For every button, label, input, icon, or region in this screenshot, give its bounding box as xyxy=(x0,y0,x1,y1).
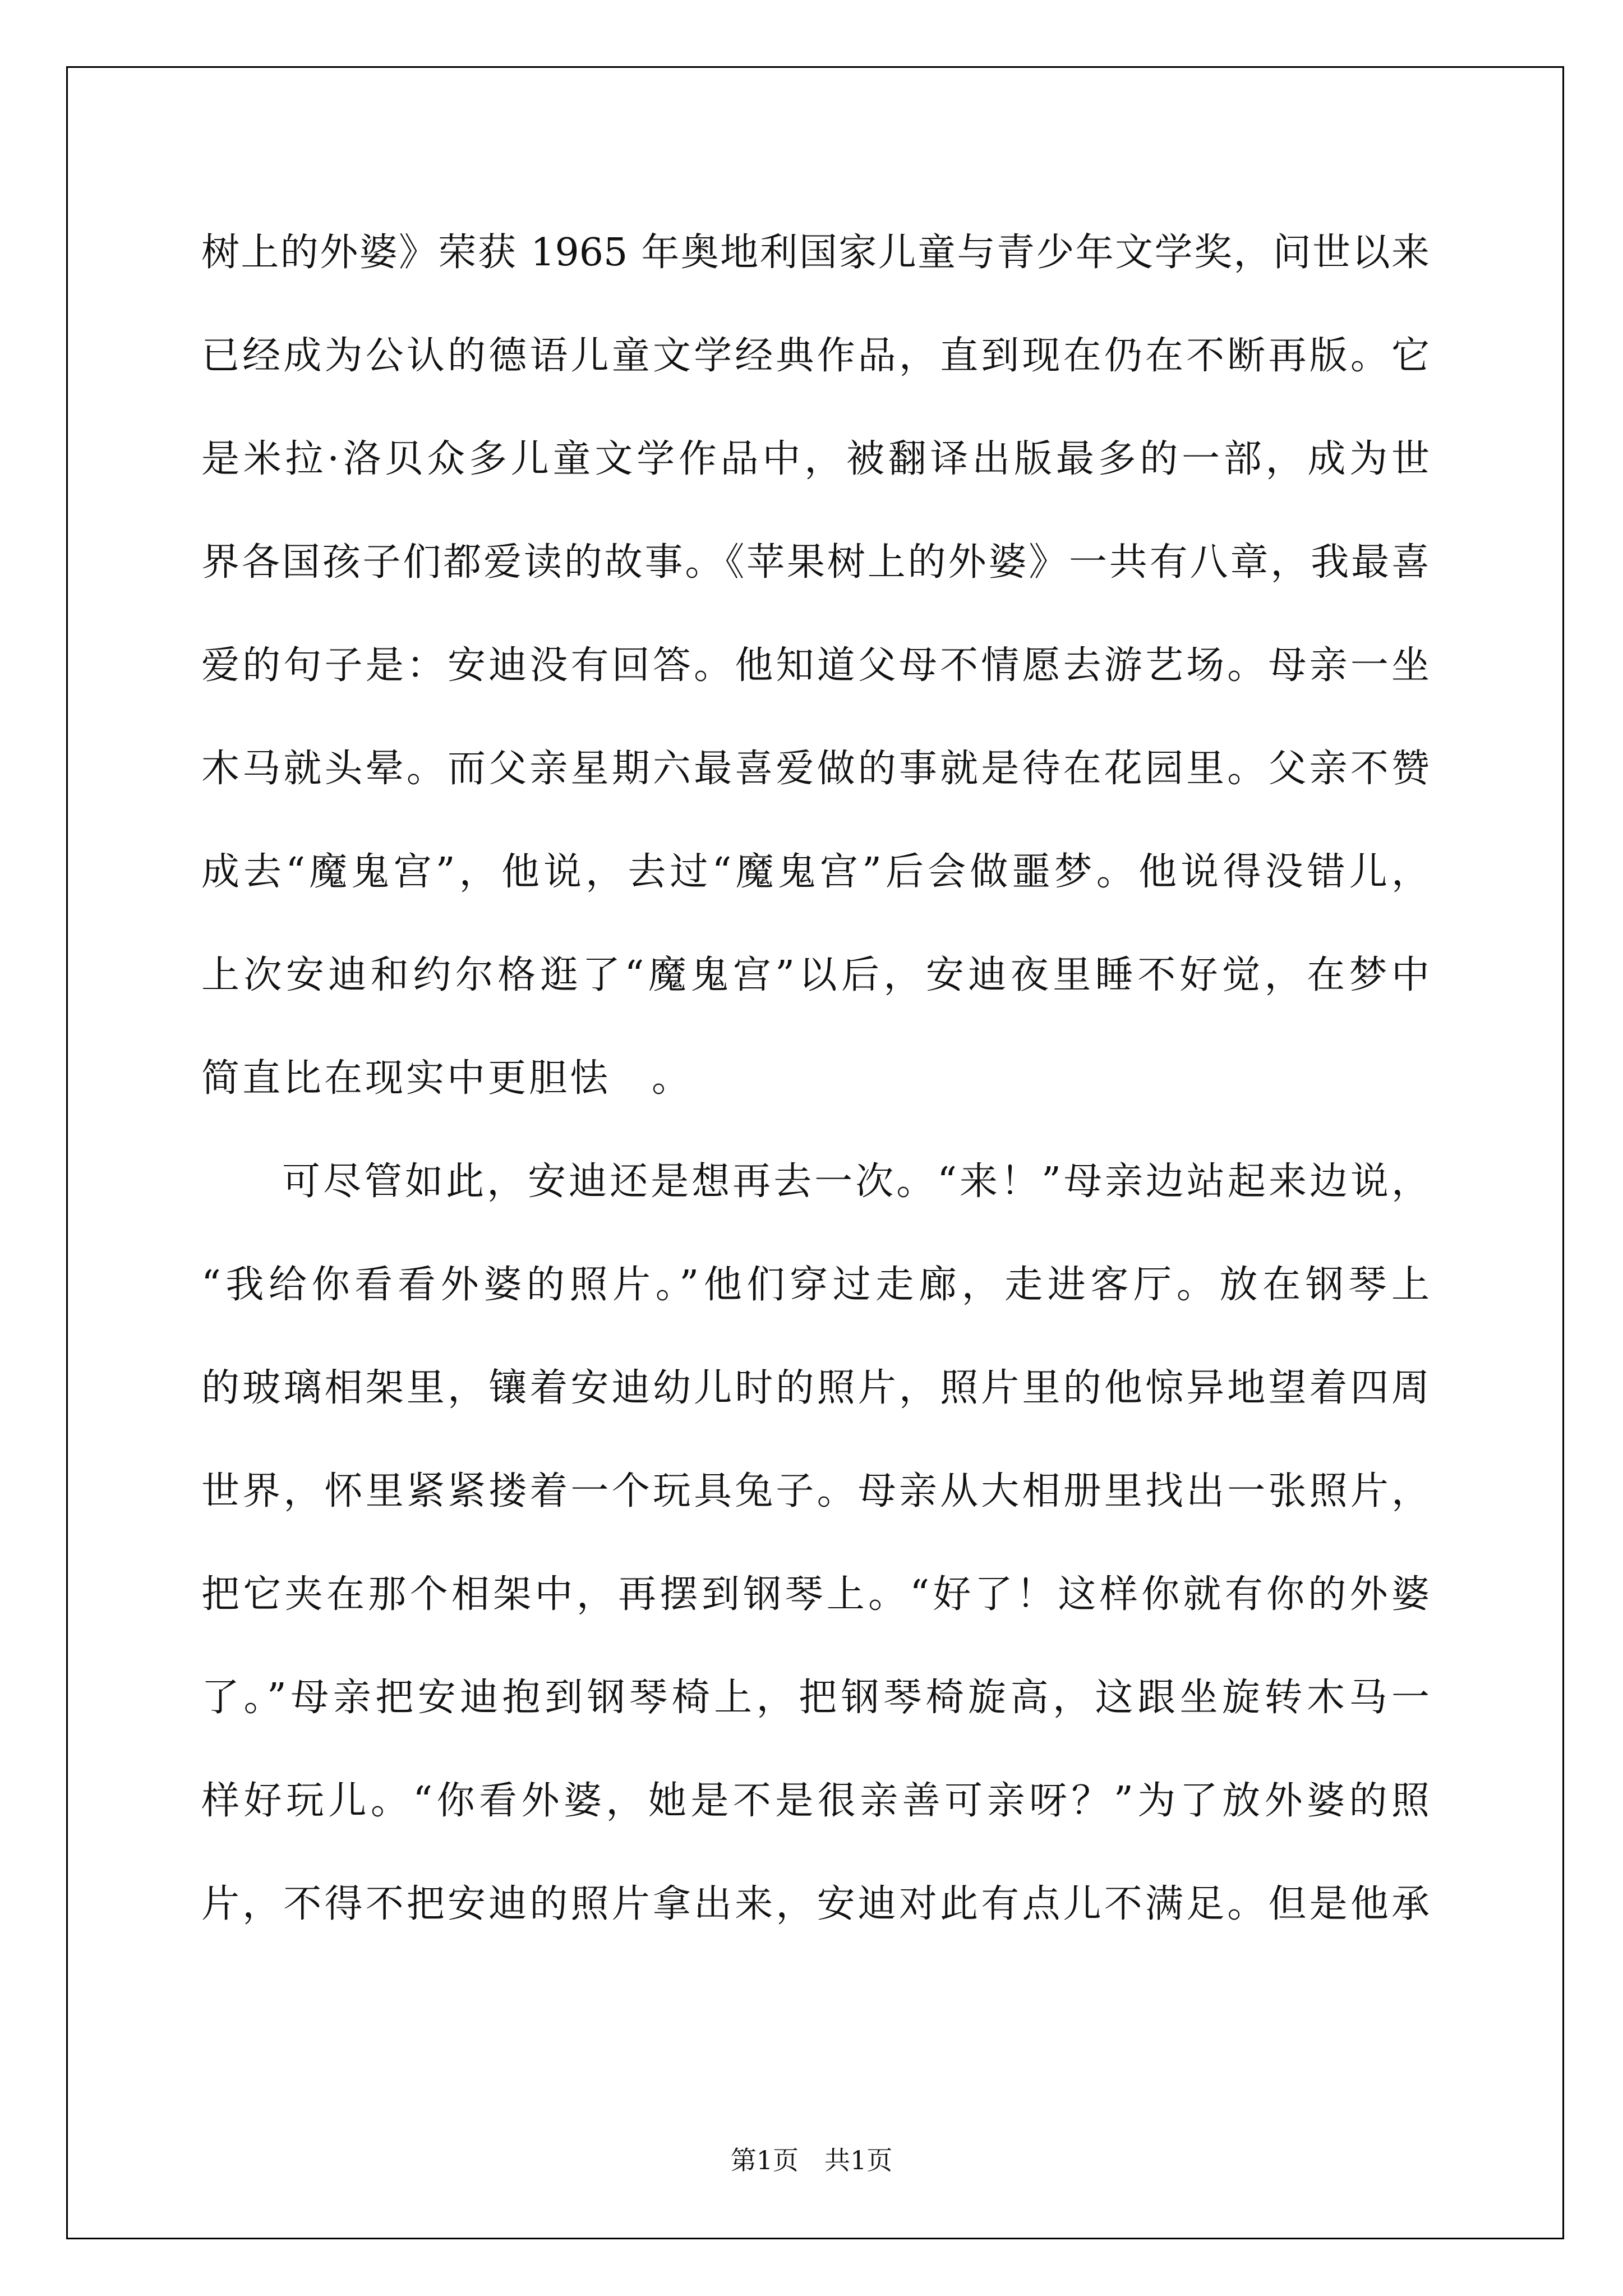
text-line: “我给你看看外婆的照片。”他们穿过走廊，走进客厅。放在钢琴上 xyxy=(201,1263,1430,1307)
text-line: 木马就头晕。而父亲星期六最喜爱做的事就是待在花园里。父亲不赞 xyxy=(201,747,1430,791)
text-line: 世界，怀里紧紧搂着一个玩具兔子。母亲从大相册里找出一张照片， xyxy=(201,1469,1430,1513)
paragraph-2 xyxy=(201,1130,1430,1956)
text-line: 把它夹在那个相架中，再摆到钢琴上。“好了！这样你就有你的外婆 xyxy=(201,1572,1430,1617)
text-line: 可尽管如此，安迪还是想再去一次。“来！”母亲边站起来边说， xyxy=(282,1159,1430,1204)
text-line: 的玻璃相架里，镶着安迪幼儿时的照片，照片里的他惊异地望着四周 xyxy=(201,1366,1430,1410)
text-line: 界各国孩子们都爱读的故事。《苹果树上的外婆》一共有八章，我最喜 xyxy=(201,540,1430,585)
text-line: 片，不得不把安迪的照片拿出来，安迪对此有点儿不满足。但是他承 xyxy=(201,1882,1430,1926)
text-line: 样好玩儿。“你看外婆，她是不是很亲善可亲呀？”为了放外婆的照 xyxy=(201,1779,1430,1823)
text-line: 了。”母亲把安迪抱到钢琴椅上，把钢琴椅旋高，这跟坐旋转木马一 xyxy=(201,1676,1430,1720)
text-line: 成去“魔鬼宫”，他说，去过“魔鬼宫”后会做噩梦。他说得没错儿， xyxy=(201,850,1430,894)
text-line: 简直比在现实中更胆怯 。 xyxy=(201,1056,693,1101)
body-text xyxy=(201,201,1430,1956)
page-footer: 第1页 共1页 xyxy=(730,2145,893,2175)
text-line: 是米拉·洛贝众多儿童文学作品中，被翻译出版最多的一部，成为世 xyxy=(201,437,1430,481)
text-line: 已经成为公认的德语儿童文学经典作品，直到现在仍在不断再版。它 xyxy=(201,334,1430,378)
paragraph-1 xyxy=(201,201,1430,1130)
text-line: 上次安迪和约尔格逛了“魔鬼宫”以后，安迪夜里睡不好觉，在梦中 xyxy=(201,953,1430,997)
text-line: 爱的句子是：安迪没有回答。他知道父母不情愿去游艺场。母亲一坐 xyxy=(201,643,1430,688)
text-line: 树上的外婆》荣获 1965 年奥地利国家儿童与青少年文学奖，问世以来 xyxy=(201,231,1430,275)
